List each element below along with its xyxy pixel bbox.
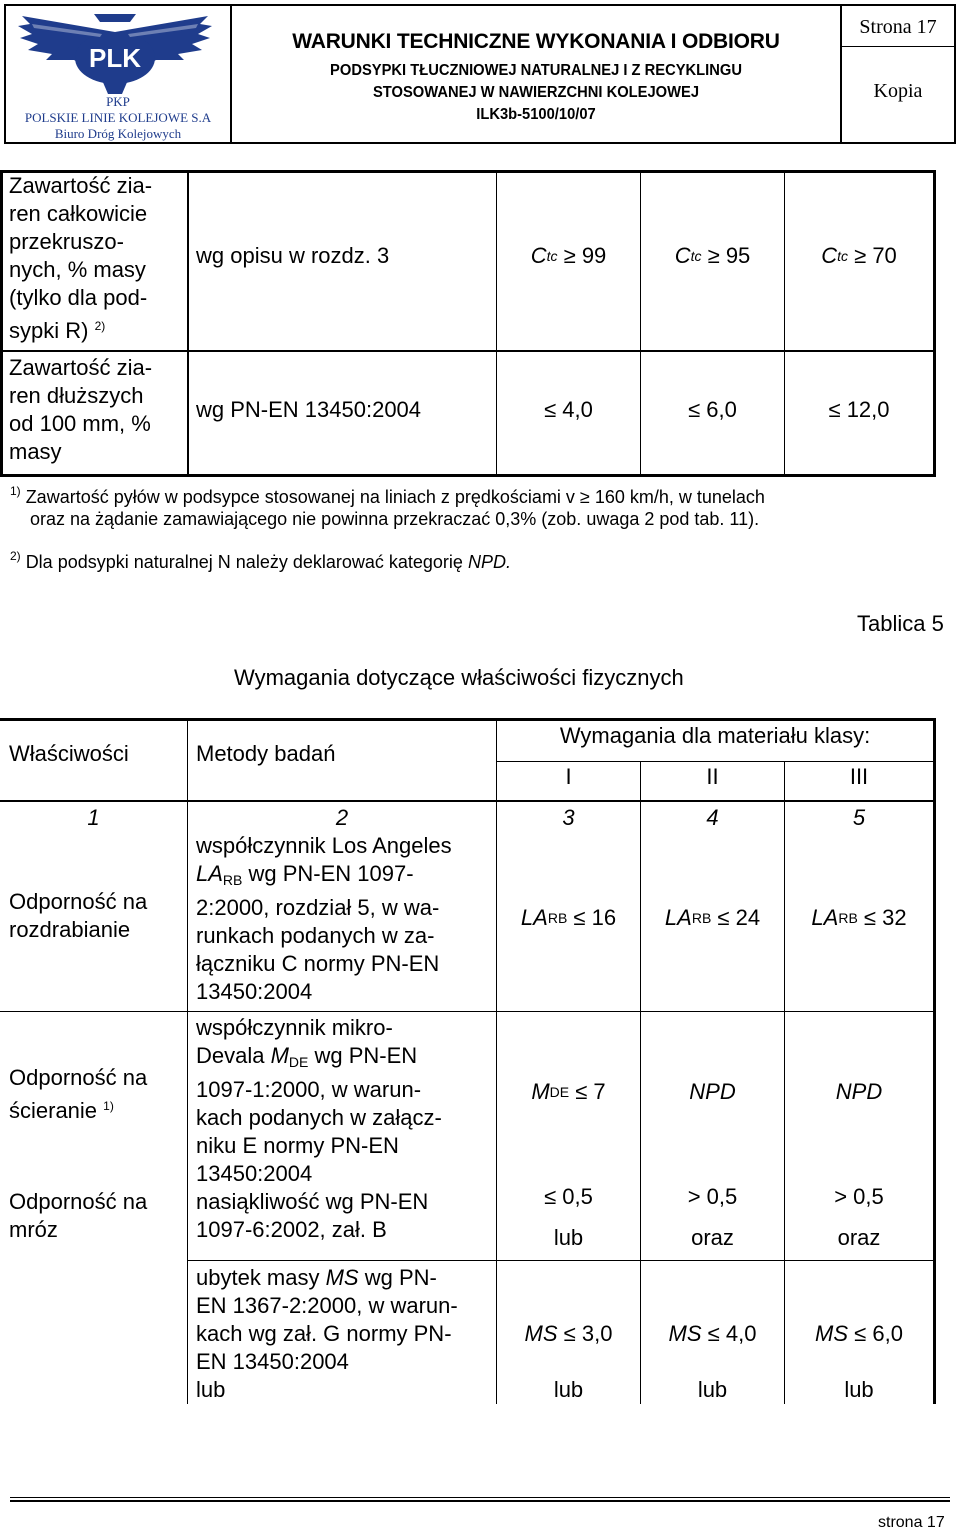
row-crushed-label: Zawartość zia- ren całkowicie przekruszo- nych, % masy (tylko dla pod- sypki R) $^{2)}$ bbox=[9, 173, 153, 343]
org-line-1: PKP bbox=[106, 94, 130, 109]
row-fragmentation-label: Odporność na rozdrabianie bbox=[9, 889, 148, 942]
fragmentation-class-2: LA RB ≤ 24 bbox=[664, 905, 761, 930]
long-grains-class-1: ≤ 4,0 bbox=[544, 397, 593, 422]
footnote-2: $^{2)}$ Dla podsypki naturalnej N należy deklarować kategorię NPD. bbox=[10, 549, 511, 572]
crushed-class-2: C tc ≥ 95 bbox=[674, 243, 751, 268]
fragmentation-class-1: LA RB ≤ 16 bbox=[520, 905, 617, 930]
row-frost-label: Odporność na mróz bbox=[9, 1189, 148, 1242]
row-frost-method-a: nasiąkliwość wg PN-EN 1097-6:2002, zał. B bbox=[196, 1189, 429, 1242]
long-grains-class-2: ≤ 6,0 bbox=[688, 397, 737, 422]
row-long-grains-method: wg PN-EN 13450:2004 bbox=[196, 397, 422, 422]
frost-b-class-3: MS ≤ 6,0 bbox=[815, 1321, 903, 1346]
table-5-caption: Wymagania dotyczące właściwości fizycznych bbox=[234, 665, 684, 690]
page-number: Strona 17 bbox=[859, 16, 937, 38]
abrasion-class-1: M DE ≤ 7 bbox=[531, 1079, 606, 1104]
abrasion-class-3: NPD bbox=[835, 1079, 883, 1104]
row-abrasion-method: współczynnik mikro- Devala $M_{DE}$ wg PN-EN 1097-1:2000, w warun- kach podanych w załącz- niku E normy PN-EN 13450:2004 bbox=[196, 1015, 442, 1186]
row-abrasion-label: Odporność na ścieranie $^{1)}$ bbox=[9, 1065, 148, 1123]
row-crushed-method: wg opisu w rozdz. 3 bbox=[196, 243, 390, 268]
crushed-class-1: C tc ≥ 99 bbox=[530, 243, 607, 268]
fragmentation-class-3: LA RB ≤ 32 bbox=[811, 905, 907, 930]
frost-a-class-2: > 0,5 bbox=[687, 1184, 738, 1209]
frost-a-conj-1: lub bbox=[553, 1225, 584, 1250]
col-number-1: 1 bbox=[87, 805, 100, 830]
doc-title: WARUNKI TECHNICZNE WYKONANIA I ODBIORU bbox=[292, 30, 780, 53]
header-class-3: III bbox=[849, 764, 869, 789]
frost-b-class-1: MS ≤ 3,0 bbox=[524, 1321, 613, 1346]
abrasion-class-2: NPD bbox=[689, 1079, 736, 1104]
copy-label: Kopia bbox=[873, 80, 923, 102]
frost-a-conj-2: oraz bbox=[691, 1225, 734, 1250]
doc-code: ILK3b-5100/10/07 bbox=[476, 106, 596, 123]
col-number-4: 4 bbox=[706, 805, 719, 830]
row-long-grains-label: Zawartość zia- ren dłuższych od 100 mm, % masy bbox=[9, 355, 153, 464]
header-class-1: I bbox=[565, 764, 572, 789]
row-fragmentation-method: współczynnik Los Angeles $LA_{RB}$ wg PN-EN 1097- 2:2000, rozdział 5, w wa- runkach podanych w za- łączniku C normy PN-EN 13450:2004 bbox=[196, 833, 452, 1004]
plk-logo bbox=[12, 10, 218, 94]
frost-a-class-3: > 0,5 bbox=[834, 1184, 884, 1209]
header-class-2: II bbox=[706, 764, 719, 789]
frost-b-conj-2: lub bbox=[697, 1377, 728, 1402]
crushed-class-3: C tc ≥ 70 bbox=[821, 243, 897, 268]
org-line-3: Biuro Dróg Kolejowych bbox=[54, 126, 182, 141]
footer-page-number: strona 17 bbox=[878, 1514, 945, 1531]
row-frost-method-b: ubytek masy MS wg PN- EN 1367-2:2000, w warun- kach wg zał. G normy PN- EN 13450:2004 lub bbox=[196, 1265, 458, 1402]
frost-b-conj-1: lub bbox=[553, 1377, 584, 1402]
table-5-label: Tablica 5 bbox=[857, 611, 944, 636]
doc-subtitle-1: PODSYPKI TŁUCZNIOWEJ NATURALNEJ I Z RECYKLINGU bbox=[330, 62, 742, 79]
frost-a-conj-3: oraz bbox=[837, 1225, 881, 1250]
frost-b-class-2: MS ≤ 4,0 bbox=[668, 1321, 757, 1346]
plk-logo-text: PLK bbox=[89, 43, 141, 73]
frost-a-class-1: ≤ 0,5 bbox=[544, 1184, 593, 1209]
doc-subtitle-2: STOSOWANEJ W NAWIERZCHNI KOLEJOWEJ bbox=[372, 84, 700, 101]
col-number-3: 3 bbox=[562, 805, 575, 830]
frost-b-conj-3: lub bbox=[844, 1377, 874, 1402]
long-grains-class-3: ≤ 12,0 bbox=[828, 397, 890, 422]
col-number-2: 2 bbox=[335, 805, 349, 830]
header-requirements: Wymagania dla materiału klasy: bbox=[559, 723, 871, 748]
org-line-2: POLSKIE LINIE KOLEJOWE S.A bbox=[24, 110, 212, 125]
header-methods: Metody badań bbox=[196, 741, 336, 766]
footnote-1: $^{1)}$ Zawartość pyłów w podsypce stosowanej na liniach z prędkościami v ≥ 160 km/h, w tunelach oraz na żądanie zamawiającego nie powinna przekraczać 0,3% (zob. uwaga 2 pod tab. 11). bbox=[10, 484, 765, 529]
header-properties: Właściwości bbox=[9, 741, 129, 766]
col-number-5: 5 bbox=[852, 805, 866, 830]
